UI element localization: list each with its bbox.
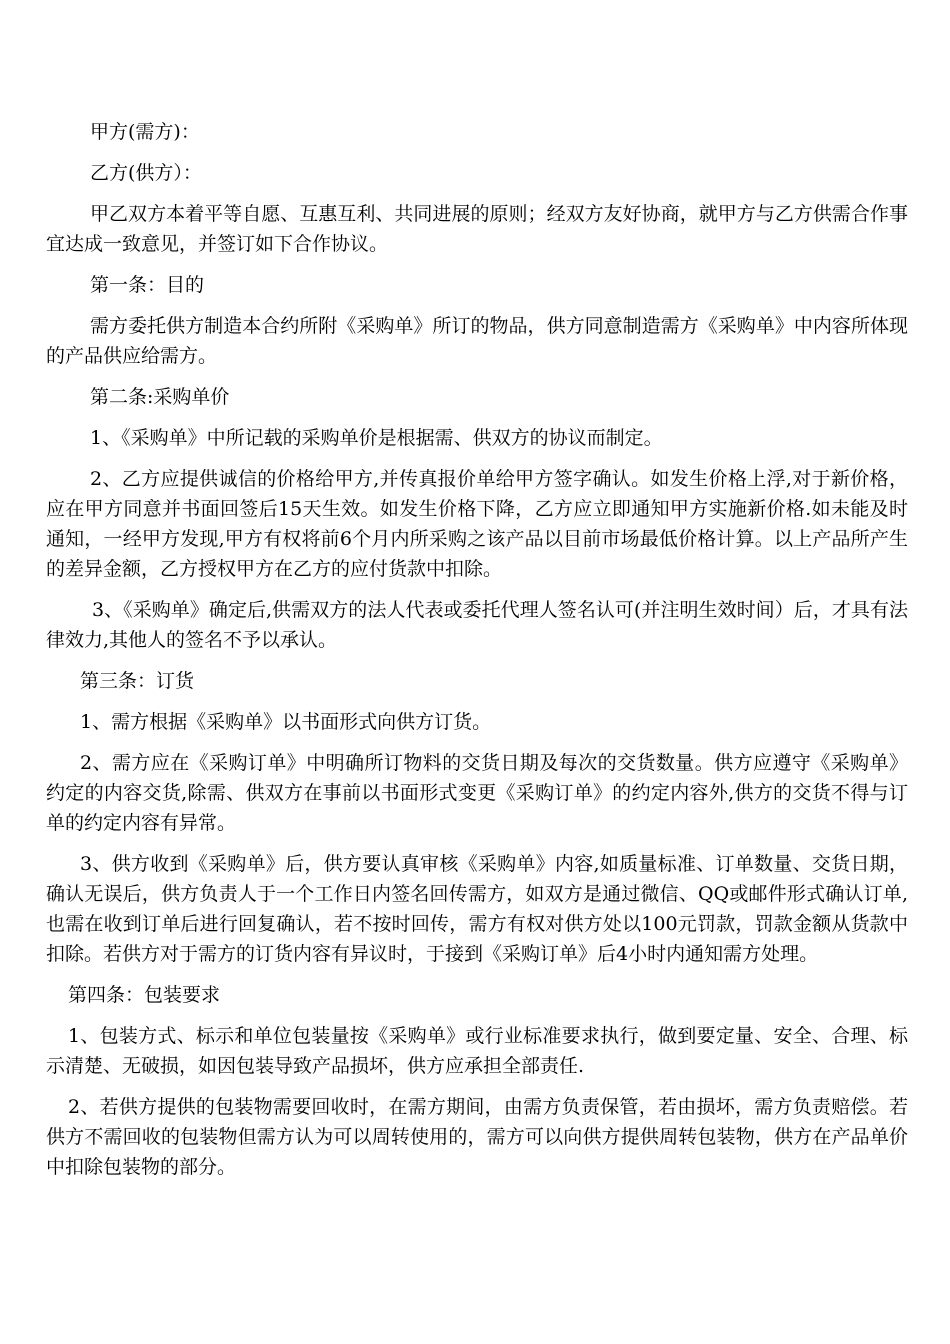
article-4-heading: 第四条：包装要求 [68, 984, 221, 1006]
article-1-paragraph: 需方委托供方制造本合约所附《采购单》所订的物品，供方同意制造需方《采购单》中内容所体现的产品供应给需方。 [46, 315, 908, 367]
article-2-clause-3: 3、《采购单》确定后,供需双方的法人代表或委托代理人签名认可(并注明生效时间）后，才具有法律效力,其他人的签名不予以承认。 [46, 599, 908, 651]
article-2-clause-2: 2、乙方应提供诚信的价格给甲方,并传真报价单给甲方签字确认。如发生价格上浮,对于新价格，应在甲方同意并书面回签后15天生效。如发生价格下降，乙方应立即通知甲方实施新价格.如未能及时通知，一经甲方发现,甲方有权将前6个月内所采购之该产品以目前市场最低价格计算。以上产品所产生的差异金额，乙方授权甲方在乙方的应付货款中扣除。 [46, 468, 908, 580]
article-3-heading: 第三条：订货 [80, 670, 195, 692]
contract-body [46, 117, 908, 1193]
article-2-clause-1: 1、《采购单》中所记载的采购单价是根据需、供双方的协议而制定。 [90, 427, 663, 449]
party-a-line: 甲方(需方)： [90, 121, 200, 143]
party-b-line: 乙方(供方）： [90, 162, 202, 184]
article-3-clause-3: 3、供方收到《采购单》后，供方要认真审核《采购单》内容,如质量标准、订单数量、交货日期，确认无误后，供方负责人于一个工作日内签名回传需方，如双方是通过微信、QQ或邮件形式确认订单,也需在收到订单后进行回复确认，若不按时回传，需方有权对供方处以100元罚款，罚款金额从货款中扣除。若供方对于需方的订货内容有异议时，于接到《采购订单》后4小时内通知需方处理。 [46, 853, 908, 965]
article-2-heading: 第二条:采购单价 [90, 386, 230, 408]
preamble-paragraph: 甲乙双方本着平等自愿、互惠互利、共同进展的原则；经双方友好协商，就甲方与乙方供需合作事宜达成一致意见，并签订如下合作协议。 [46, 203, 908, 255]
article-4-clause-1: 1、包装方式、标示和单位包装量按《采购单》或行业标准要求执行，做到要定量、安全、合理、标示清楚、无破损，如因包装导致产品损坏，供方应承担全部责任. [46, 1025, 908, 1077]
article-1-heading: 第一条：目的 [90, 274, 205, 296]
article-4-clause-2: 2、若供方提供的包装物需要回收时，在需方期间，由需方负责保管，若由损坏，需方负责赔偿。若供方不需回收的包装物但需方认为可以周转使用的，需方可以向供方提供周转包装物，供方在产品单价中扣除包装物的部分。 [46, 1096, 908, 1178]
article-3-clause-2: 2、需方应在《采购订单》中明确所订物料的交货日期及每次的交货数量。供方应遵守《采购单》约定的内容交货,除需、供双方在事前以书面形式变更《采购订单》的约定内容外,供方的交货不得与订单的约定内容有异常。 [46, 752, 908, 834]
article-3-clause-1: 1、需方根据《采购单》以书面形式向供方订货。 [80, 711, 492, 733]
